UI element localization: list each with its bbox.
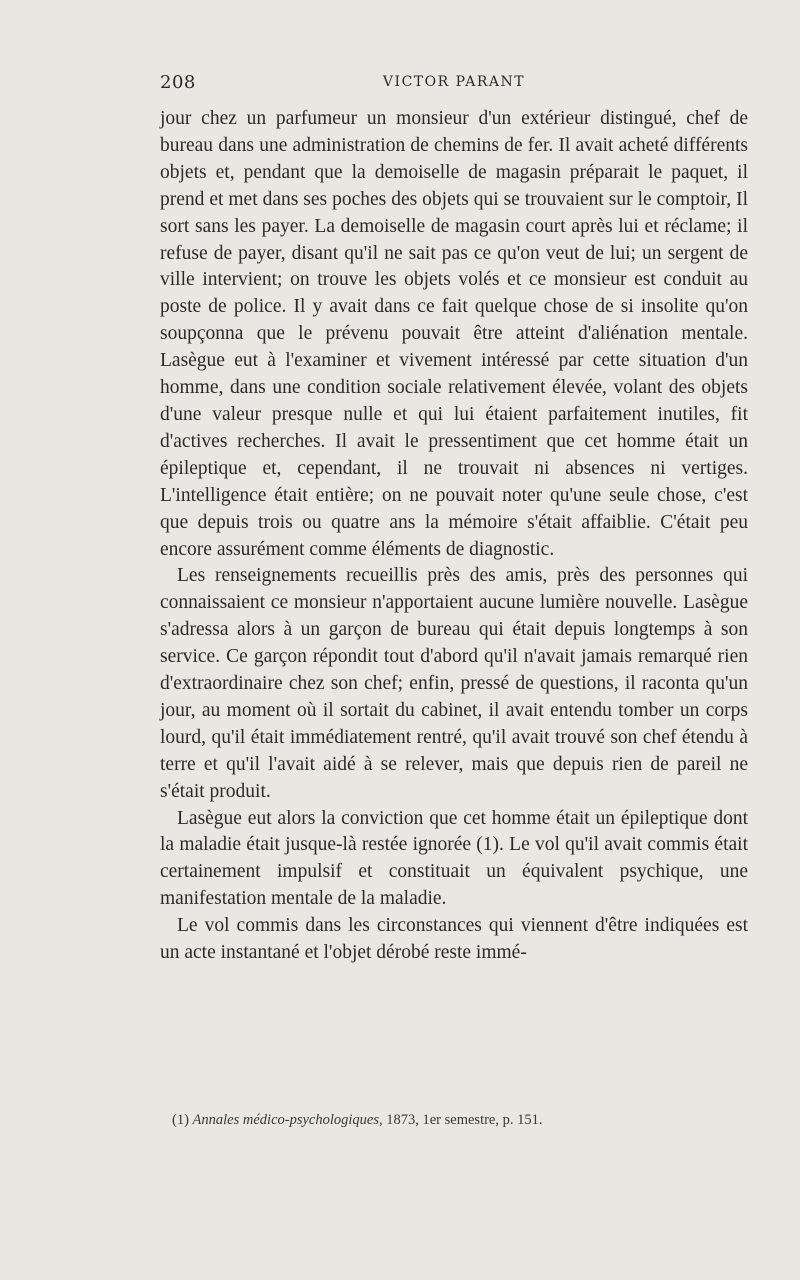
running-head: VICTOR PARANT: [382, 74, 526, 90]
paragraph-1: jour chez un parfumeur un monsieur d'un extérieur distingué, chef de bureau dans une administration de chemins de fer. Il avait acheté différents objets et, pendant que la demoiselle de magasin préparait le paquet, il prend et met dans ses poches des objets qui se trouvaient sur le comptoir, Il sort sans les payer. La demoiselle de magasin court après lui et réclame; il refuse de payer, disant qu'il ne sait pas ce qu'on veut de lui; un sergent de ville intervient; on trouve les objets volés et ce monsieur est conduit au poste de police. Il y avait dans ce fait quelque chose de si insolite qu'on soupçonna que le prévenu pouvait être atteint d'aliénation mentale. Lasègue eut à l'examiner et vivement intéressé par cette situation d'un homme, dans une condition sociale relativement élevée, volant des objets d'une valeur presque nulle et qui lui étaient parfaitement inutiles, fit d'actives recherches. Il avait le pressentiment que cet homme était un épileptique et, cependant, il ne trouvait ni absences ni vertiges. L'intelligence était entière; on ne pouvait noter qu'une seule chose, c'est que depuis trois ou quatre ans la mémoire s'était affaiblie. C'était peu encore assurément comme éléments de diagnostic.: [160, 108, 748, 560]
page-number: 208: [160, 72, 196, 93]
footnote: [172, 1110, 748, 1130]
paragraph-3: Lasègue eut alors la conviction que cet homme était un épileptique dont la maladie était jusque-là restée ignorée (1). Le vol qu'il avait commis était certainement impulsif et constituait un équivalent psychique, une manifestation mentale de la maladie.: [160, 807, 748, 910]
paragraph-4: Le vol commis dans les circonstances qui viennent d'être indiquées est un acte instantané et l'objet dérobé reste immé-: [160, 915, 748, 964]
body-text: [160, 106, 748, 967]
footnote-reference: 1873, 1er semestre, p. 151.: [386, 1112, 543, 1128]
paragraph-2: Les renseignements recueillis près des amis, près des personnes qui connaissaient ce monsieur n'apportaient aucune lumière nouvelle. Lasègue s'adressa alors à un garçon de bureau qui était depuis longtemps à son service. Ce garçon répondit tout d'abord qu'il n'avait jamais remarqué rien d'extraordinaire chez son chef; enfin, pressé de questions, il raconta qu'un jour, au moment où il sortait du cabinet, il avait entendu tomber un corps lourd, qu'il était immédiatement rentré, qu'il avait trouvé son chef étendu à terre et qu'il l'avait aidé à se relever, mais que depuis rien de pareil ne s'était produit.: [160, 565, 748, 802]
footnote-marker: (1): [172, 1112, 189, 1128]
page-header: [160, 72, 748, 98]
footnote-journal: Annales médico-psychologiques,: [192, 1112, 383, 1128]
